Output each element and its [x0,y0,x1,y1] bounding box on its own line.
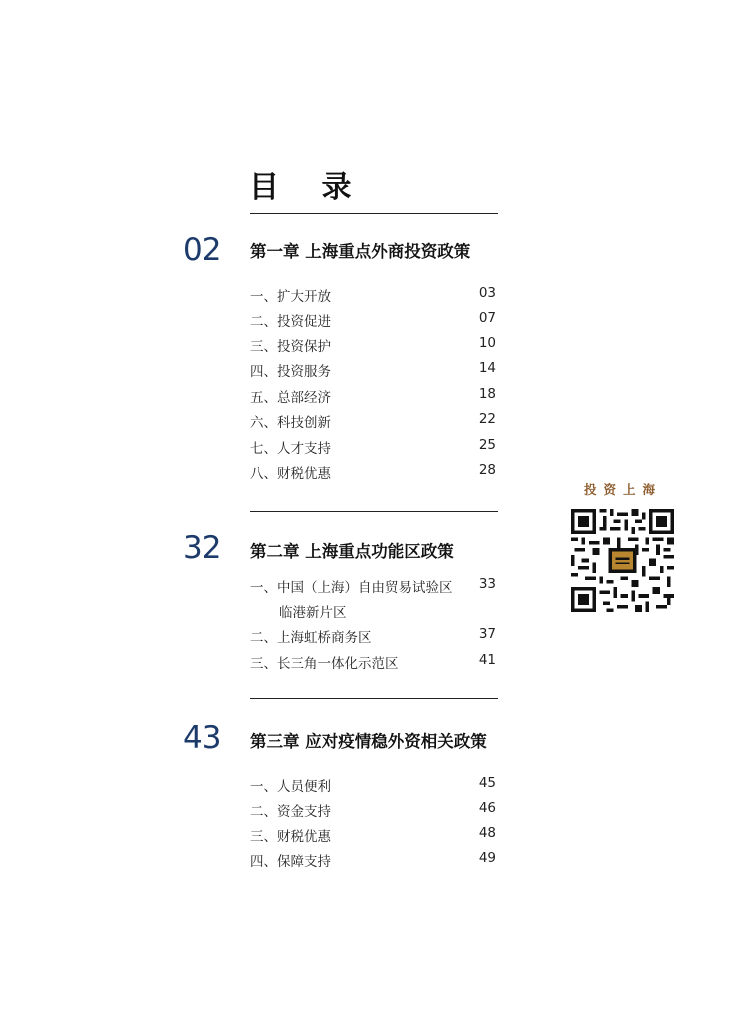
chapter-number: 02 [183,232,221,268]
entry-page: 33 [478,576,496,592]
entry-label: 三、财税优惠 [250,829,331,845]
entry-label: 四、保障支持 [250,854,331,870]
entry-label: 六、科技创新 [250,415,331,431]
toc-entry[interactable] [250,411,496,433]
entry-label: 七、人才支持 [250,441,331,457]
entry-label: 临港新片区 [279,605,347,621]
entry-label: 一、人员便利 [250,779,331,795]
toc-entry[interactable] [250,462,496,484]
toc-entry[interactable] [250,850,496,872]
entry-label: 三、投资保护 [250,339,331,355]
entry-label: 三、长三角一体化示范区 [250,656,399,672]
toc-entry[interactable] [250,775,496,797]
entry-page: 25 [478,437,496,453]
entry-label: 一、中国（上海）自由贸易试验区 [250,580,453,596]
toc-entry[interactable] [250,335,496,357]
entry-page: 28 [478,462,496,478]
qr-caption: 投资上海 [584,482,663,497]
toc-title: 目 录 [249,170,368,205]
chapter-number: 32 [183,530,221,566]
entry-page: 46 [478,800,496,816]
entry-page: 14 [478,360,496,376]
entry-page: 03 [478,285,496,301]
entry-label: 八、财税优惠 [250,466,331,482]
chapter-title[interactable]: 第一章 上海重点外商投资政策 [250,242,471,261]
toc-entry[interactable] [250,800,496,822]
toc-entry[interactable] [250,285,496,307]
entry-label: 二、上海虹桥商务区 [250,630,372,646]
entry-page: 45 [478,775,496,791]
entry-label: 二、投资促进 [250,314,331,330]
entry-page: 07 [478,310,496,326]
toc-entry[interactable] [250,626,496,648]
entry-label: 四、投资服务 [250,364,331,380]
toc-entry[interactable] [250,310,496,332]
divider [250,511,498,512]
toc-entry[interactable] [250,652,496,674]
entry-page: 37 [478,626,496,642]
entry-page: 10 [478,335,496,351]
qr-code-icon[interactable] [571,509,674,612]
toc-entry[interactable] [250,437,496,459]
entry-label: 二、资金支持 [250,804,331,820]
divider [250,698,498,699]
entry-label: 五、总部经济 [250,390,331,406]
entry-page: 48 [478,825,496,841]
toc-entry[interactable] [279,601,496,623]
toc-entry[interactable] [250,576,496,598]
chapter-title[interactable]: 第三章 应对疫情稳外资相关政策 [250,732,487,751]
entry-page: 41 [478,652,496,668]
toc-entry[interactable] [250,360,496,382]
entry-label: 一、扩大开放 [250,289,331,305]
divider [250,213,498,214]
toc-entry[interactable] [250,825,496,847]
entry-page: 49 [478,850,496,866]
chapter-title[interactable]: 第二章 上海重点功能区政策 [250,542,454,561]
toc-entry[interactable] [250,386,496,408]
entry-page: 22 [478,411,496,427]
chapter-number: 43 [183,720,221,756]
entry-page: 18 [478,386,496,402]
